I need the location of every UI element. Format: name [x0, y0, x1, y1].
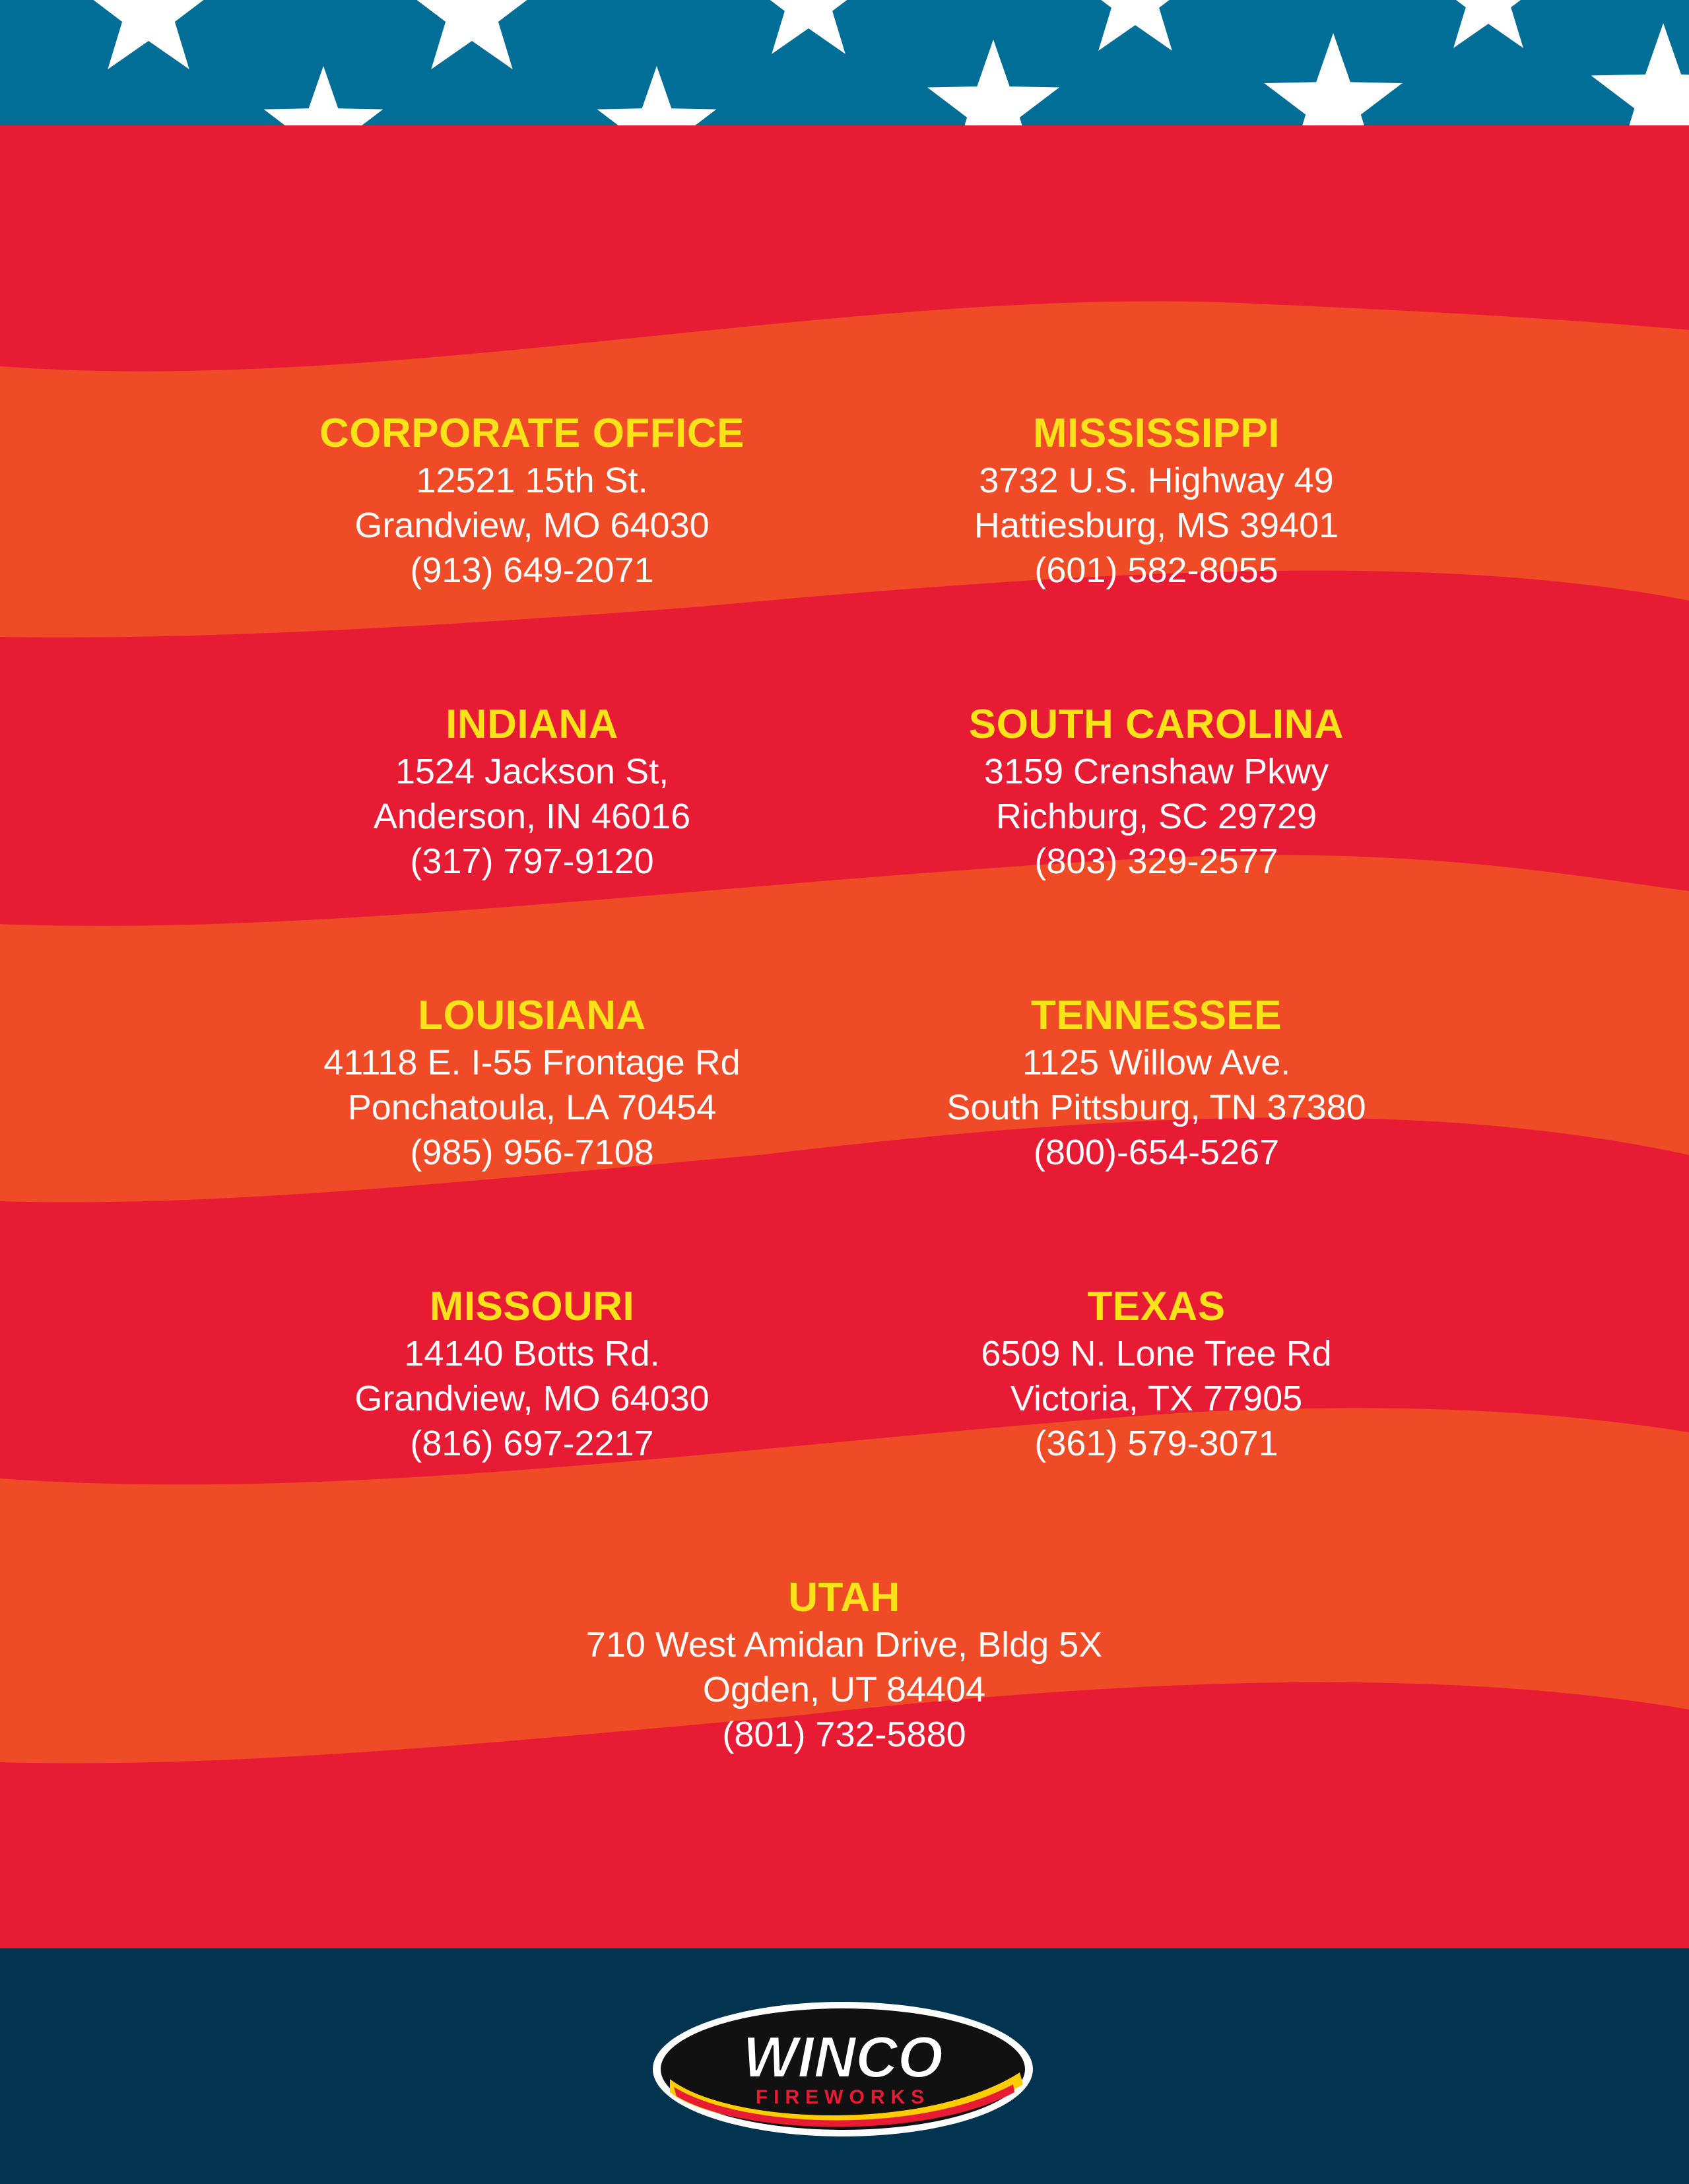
- location-street: 6509 N. Lone Tree Rd: [981, 1334, 1332, 1373]
- location-heading: UTAH: [788, 1575, 900, 1620]
- location-street: 3159 Crenshaw Pkwy: [983, 752, 1329, 791]
- star-icon: [83, 0, 215, 69]
- location-city: Victoria, TX 77905: [1010, 1379, 1303, 1418]
- location-city: Anderson, IN 46016: [373, 797, 691, 836]
- location-heading: MISSISSIPPI: [1032, 411, 1280, 456]
- location-street: 14140 Botts Rd.: [404, 1334, 660, 1373]
- logo-brand: WINCO: [743, 2024, 943, 2090]
- location-heading: CORPORATE OFFICE: [319, 411, 745, 456]
- location-louisiana: [202, 991, 862, 1175]
- star-icon: [406, 0, 538, 69]
- location-heading: INDIANA: [446, 702, 618, 747]
- location-texas: [826, 1282, 1486, 1466]
- location-city: Grandview, MO 64030: [354, 1379, 710, 1418]
- location-heading: SOUTH CAROLINA: [968, 702, 1344, 747]
- winco-fireworks-logo: [650, 2000, 1036, 2138]
- location-city: Ponchatoula, LA 70454: [347, 1088, 717, 1127]
- star-icon: [597, 66, 717, 125]
- star-icon: [927, 40, 1059, 125]
- location-city: South Pittsburg, TN 37380: [946, 1088, 1366, 1127]
- location-heading: TEXAS: [1087, 1284, 1226, 1329]
- star-icon: [1432, 0, 1544, 48]
- location-street: 1524 Jackson St,: [395, 752, 669, 791]
- location-missouri: [202, 1282, 862, 1466]
- star-icon: [1076, 0, 1195, 51]
- location-street: 41118 E. I-55 Frontage Rd: [323, 1043, 741, 1082]
- location-city: Hattiesburg, MS 39401: [974, 506, 1339, 545]
- location-phone: (601) 582-8055: [1034, 550, 1278, 590]
- location-mississippi: [826, 409, 1486, 593]
- location-heading: TENNESSEE: [1030, 993, 1282, 1038]
- location-phone: (913) 649-2071: [410, 550, 654, 590]
- star-icon: [749, 0, 869, 54]
- location-phone: (317) 797-9120: [410, 842, 654, 881]
- logo-subtitle: FIREWORKS: [755, 2086, 931, 2108]
- location-phone: (361) 579-3071: [1034, 1424, 1278, 1463]
- location-phone: (800)-654-5267: [1033, 1133, 1280, 1172]
- location-phone: (816) 697-2217: [410, 1424, 654, 1463]
- location-phone: (803) 329-2577: [1034, 842, 1278, 881]
- location-phone: (801) 732-5880: [722, 1715, 966, 1754]
- flag-stripes: [0, 125, 1689, 1948]
- location-city: Grandview, MO 64030: [354, 506, 710, 545]
- location-city: Richburg, SC 29729: [995, 797, 1317, 836]
- location-corporate-office: [202, 409, 862, 593]
- location-phone: (985) 956-7108: [410, 1133, 654, 1172]
- star-icon: [264, 66, 383, 125]
- stars-decoration: [0, 0, 1689, 125]
- location-street: 12521 15th St.: [416, 461, 648, 500]
- location-heading: LOUISIANA: [418, 993, 646, 1038]
- location-street: 1125 Willow Ave.: [1022, 1043, 1291, 1082]
- location-street: 3732 U.S. Highway 49: [979, 461, 1334, 500]
- location-street: 710 West Amidan Drive, Bldg 5X: [585, 1625, 1103, 1665]
- location-tennessee: [826, 991, 1486, 1175]
- location-indiana: [202, 700, 862, 884]
- location-heading: MISSOURI: [429, 1284, 635, 1329]
- location-utah: [514, 1573, 1174, 1757]
- star-icon: [1591, 23, 1689, 125]
- location-city: Ogden, UT 84404: [702, 1670, 986, 1709]
- star-icon: [1264, 33, 1402, 125]
- star-band: [0, 0, 1689, 125]
- location-south-carolina: [826, 700, 1486, 884]
